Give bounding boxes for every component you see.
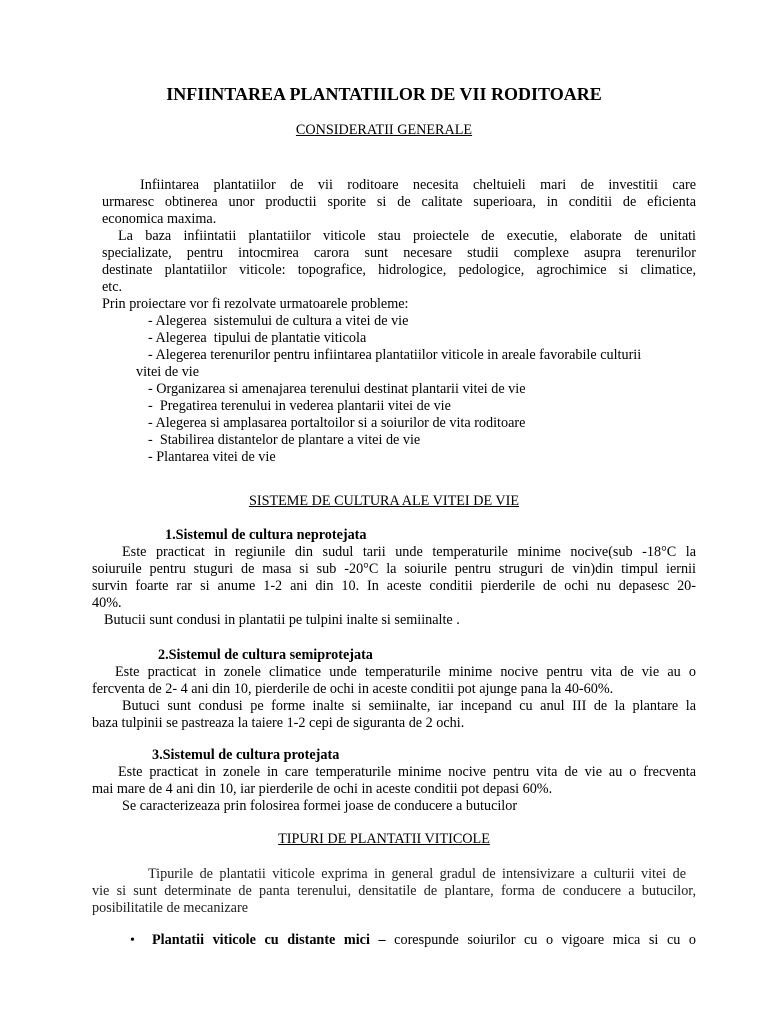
section-2-line: baza tulpinii se pastreaza la taiere 1-2 cepi de siguranta de 2 ochi. xyxy=(92,715,465,731)
tipuri-line: posibilitatile de mecanizare xyxy=(92,900,248,916)
heading-sisteme: SISTEME DE CULTURA ALE VITEI DE VIE xyxy=(248,493,520,509)
bullet-item xyxy=(152,932,696,949)
bullet-marker: • xyxy=(130,933,135,948)
heading-consideratii: CONSIDERATII GENERALE xyxy=(295,122,473,138)
problem-item: - Stabilirea distantelor de plantare a vitei de vie xyxy=(148,432,421,448)
intro-line: specializate, pentru intocmirea carora sunt necesare studii complexe asupra terenurilor xyxy=(102,245,696,261)
section-2-line: Este practicat in zonele climatice unde temperaturile minime nocive pentru vita de vie au o xyxy=(115,664,696,680)
intro-line: etc. xyxy=(102,279,123,295)
bullet-item-text: corespunde soiurilor cu o vigoare mica si cu o xyxy=(394,932,696,948)
problem-item: - Pregatirea terenului in vederea plantarii vitei de vie xyxy=(148,398,451,414)
intro-line: Prin proiectare vor fi rezolvate urmatoarele probleme: xyxy=(102,296,409,312)
section-2-line: Butuci sunt condusi pe forme inalte si semiinalte, iar incepand cu anul III de la plantare la xyxy=(122,698,696,714)
problem-item: - Alegerea terenurilor pentru infiintarea plantatiilor viticole in areale favorabile culturii xyxy=(148,347,642,363)
section-3-line: Se caracterizeaza prin folosirea formei joase de conducere a butucilor xyxy=(122,798,518,814)
section-3-title: 3.Sistemul de cultura protejata xyxy=(152,747,340,763)
section-1-line: soiuruile pentru stuguri de masa si sub -20°C la soiurile pentru struguri de vin)din timpul iernii xyxy=(92,561,696,577)
problem-item: - Alegerea sistemului de cultura a vitei de vie xyxy=(148,313,409,329)
section-1-title: 1.Sistemul de cultura neprotejata xyxy=(165,527,367,543)
section-3-line: Este practicat in zonele in care temperaturile minime nocive pentru vita de vie au o frecventa xyxy=(118,764,696,780)
problem-item: - Organizarea si amenajarea terenului destinat plantarii vitei de vie xyxy=(148,381,526,397)
section-3-line: mai mare de 4 ani din 10, iar pierderile de ochi in aceste conditii pot depasi 60%. xyxy=(92,781,553,797)
problem-item: - Alegerea tipului de plantatie viticola xyxy=(148,330,367,346)
problem-item: - Alegerea si amplasarea portaltoilor si a soiurilor de vita roditoare xyxy=(148,415,526,431)
problem-item: vitei de vie xyxy=(136,364,200,380)
tipuri-line: Tipurile de plantatii viticole exprima in general gradul de intensivizare a culturii vitei de xyxy=(148,866,686,882)
intro-line: urmaresc obtinerea unor productii sporite si de calitate superioara, in conditii de eficienta xyxy=(102,194,696,210)
section-1-line: 40%. xyxy=(92,595,122,611)
bullet-item-title: Plantatii viticole cu distante mici – xyxy=(152,932,386,948)
problem-item: - Plantarea vitei de vie xyxy=(148,449,276,465)
intro-line: destinate plantatiilor viticole: topografice, hidrologice, pedologice, agrochimice si climatice, xyxy=(102,262,696,278)
intro-line: La baza infiintatii plantatiilor viticole stau proiectele de executie, elaborate de unitati xyxy=(118,228,696,244)
section-2-title: 2.Sistemul de cultura semiprotejata xyxy=(158,647,373,663)
section-1-line: Este practicat in regiunile din sudul tarii unde temperaturile minime nocive(sub -18°C la xyxy=(122,544,696,560)
intro-line: economica maxima. xyxy=(102,211,217,227)
section-1-line: Butucii sunt condusi in plantatii pe tulpini inalte si semiinalte . xyxy=(104,612,460,628)
intro-line: Infiintarea plantatiilor de vii roditoare necesita cheltuieli mari de investitii care xyxy=(140,177,696,193)
section-2-line: fercventa de 2- 4 ani din 10, pierderile de ochi in aceste conditii pot ajunge pana la 40-60%. xyxy=(92,681,614,697)
document-title: INFIINTAREA PLANTATIILOR DE VII RODITOARE xyxy=(166,84,602,104)
tipuri-line: vie si sunt determinate de panta terenului, densitatile de plantare, forma de conducere a butucilor, xyxy=(92,883,696,899)
section-1-line: survin foarte rar si anume 1-2 ani din 10. In aceste conditii pierderile de ochi nu depasesc 20- xyxy=(92,578,696,594)
heading-tipuri: TIPURI DE PLANTATII VITICOLE xyxy=(278,831,490,847)
